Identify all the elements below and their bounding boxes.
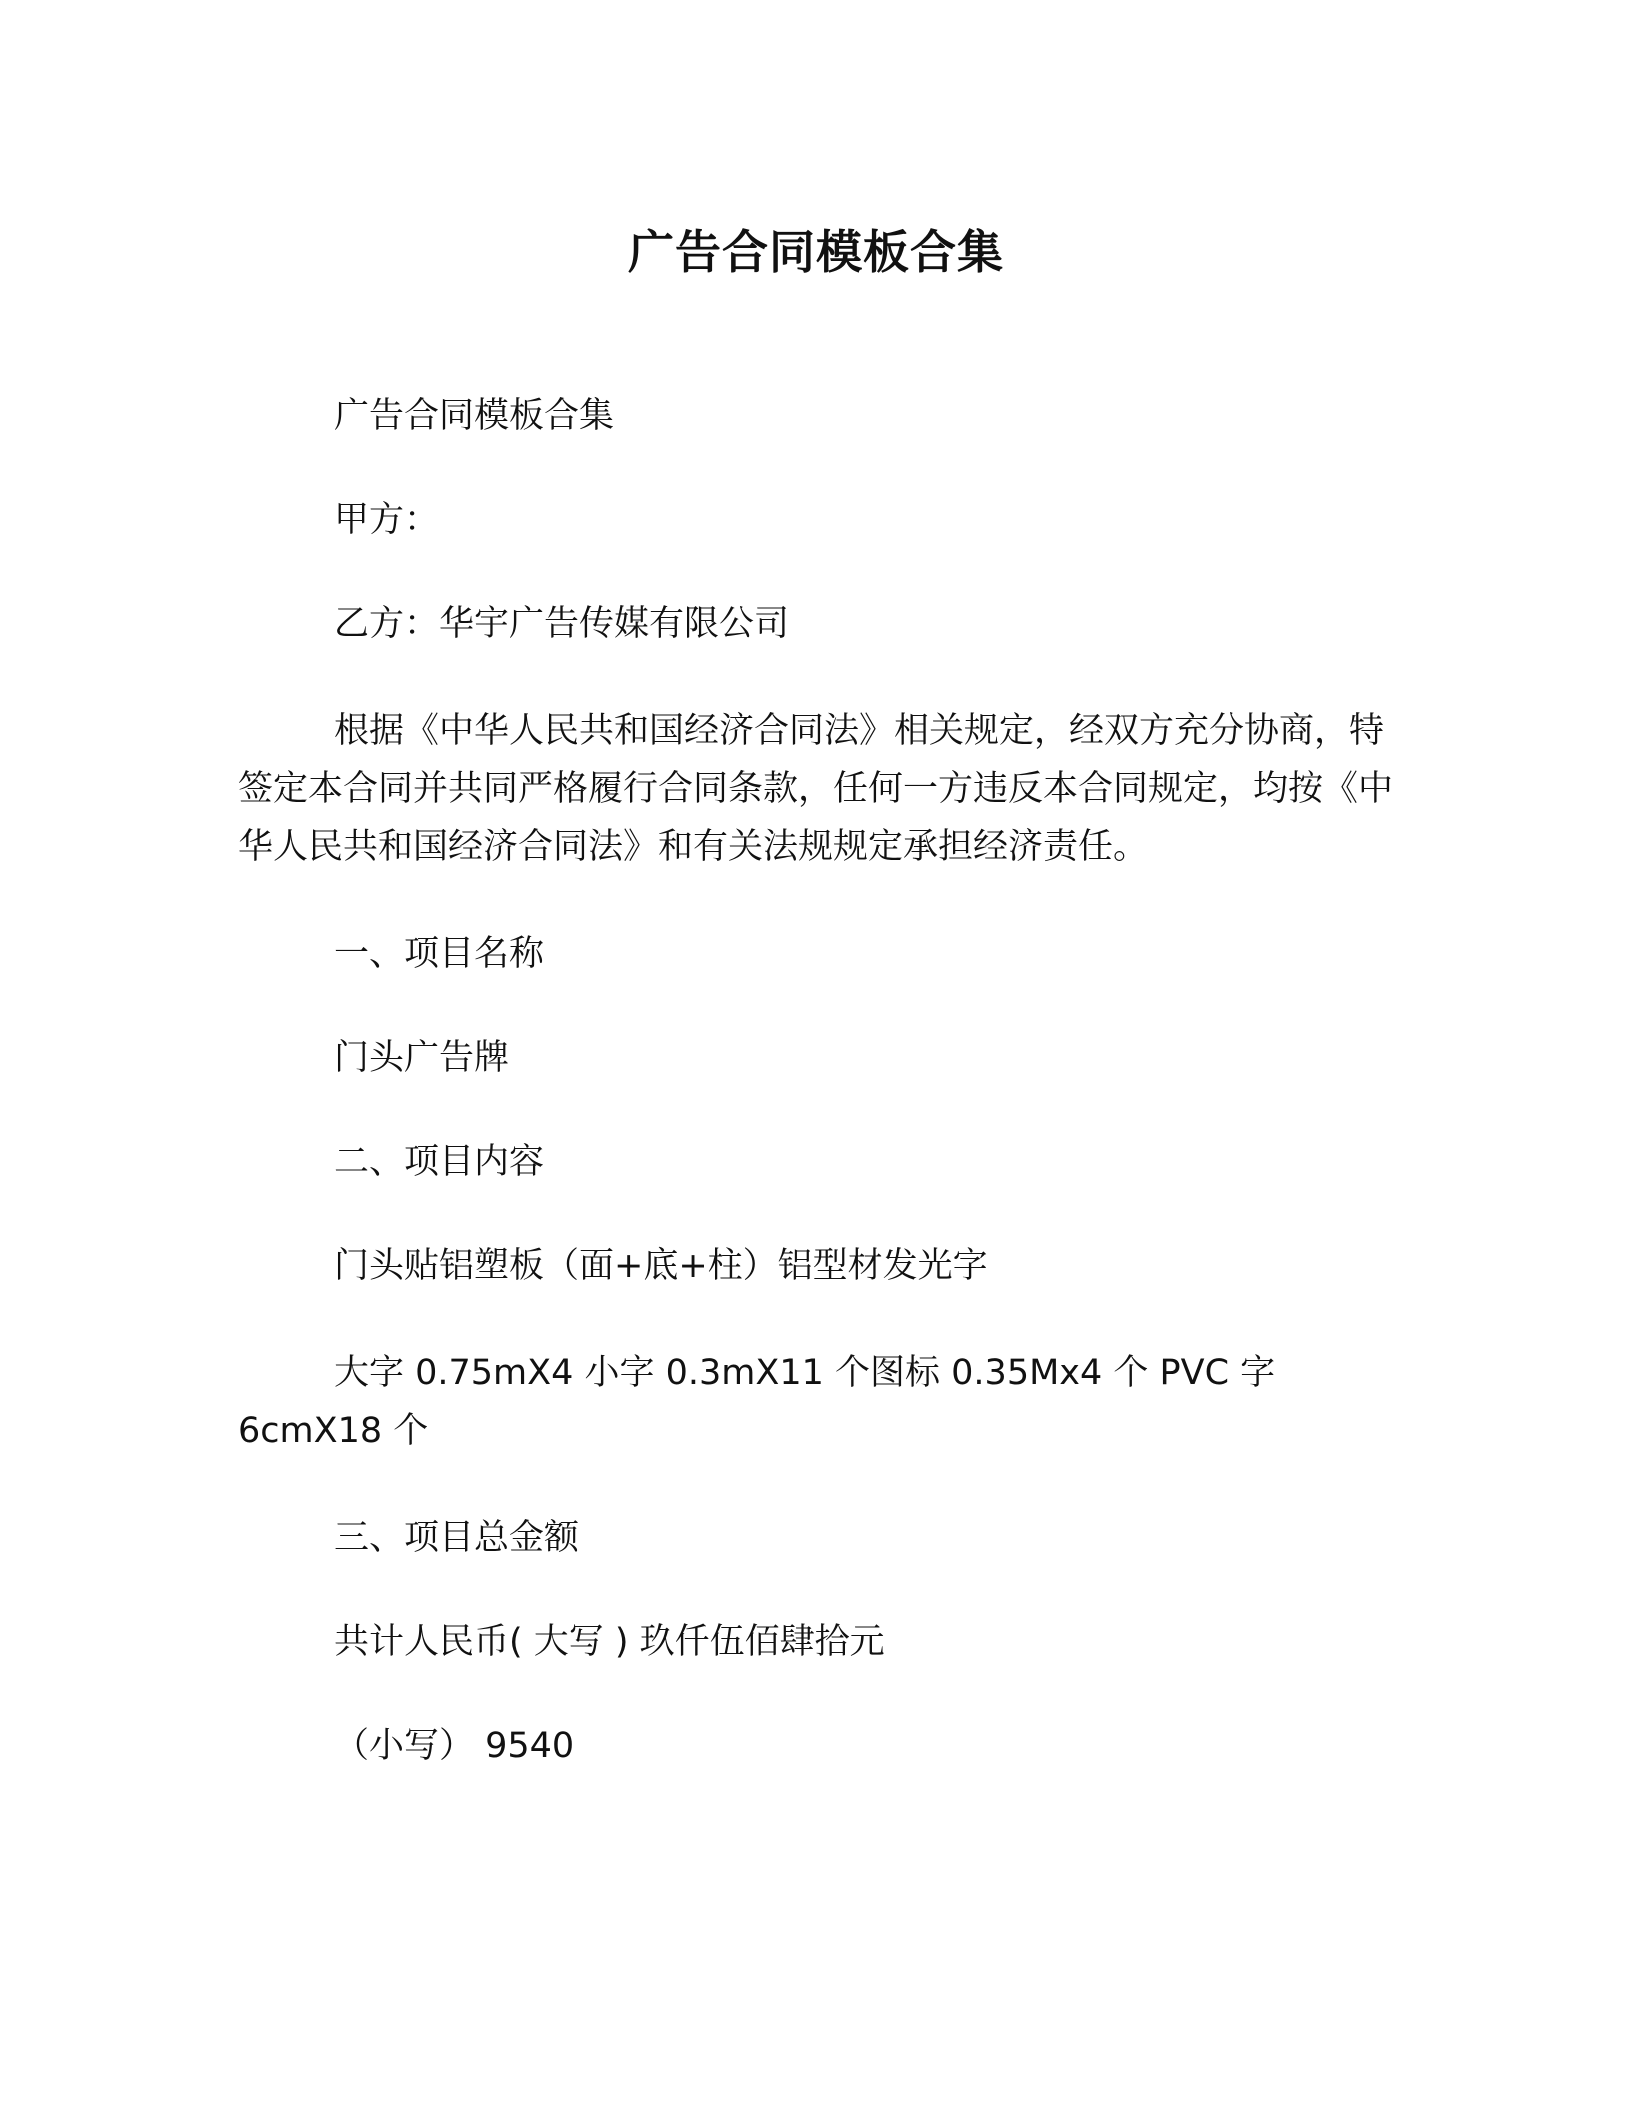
paragraph-project-name: 门头广告牌 xyxy=(334,1038,510,1078)
paragraph-amount-lowercase: （小写） 9540 xyxy=(334,1726,575,1766)
document-body xyxy=(238,390,1418,1772)
paragraph-amount-uppercase: 共计人民币( 大写 ) 玖仟伍佰肆拾元 xyxy=(334,1622,885,1662)
paragraph-project-specs: 大字 0.75mX4 小字 0.3mX11 个图标 0.35Mx4 个 PVC 字 6cmX18 个 xyxy=(238,1353,1276,1451)
paragraph-project-content: 门头贴铝塑板（面+底+柱）铝型材发光字 xyxy=(334,1246,988,1286)
document-title: 广告合同模板合集 xyxy=(628,225,1004,279)
paragraph-preamble: 根据《中华人民共和国经济合同法》相关规定，经双方充分协商，特签定本合同并共同严格履行合同条款，任何一方违反本合同规定，均按《中华人民共和国经济合同法》和有关法规规定承担经济责任。 xyxy=(238,711,1394,867)
heading-total-amount: 三、项目总金额 xyxy=(334,1518,580,1558)
paragraph-party-b: 乙方：华宇广告传媒有限公司 xyxy=(334,604,790,644)
heading-project-name: 一、项目名称 xyxy=(334,934,545,974)
heading-project-content: 二、项目内容 xyxy=(334,1142,545,1182)
paragraph-subtitle: 广告合同模板合集 xyxy=(334,396,615,436)
paragraph-party-a: 甲方： xyxy=(334,500,440,540)
